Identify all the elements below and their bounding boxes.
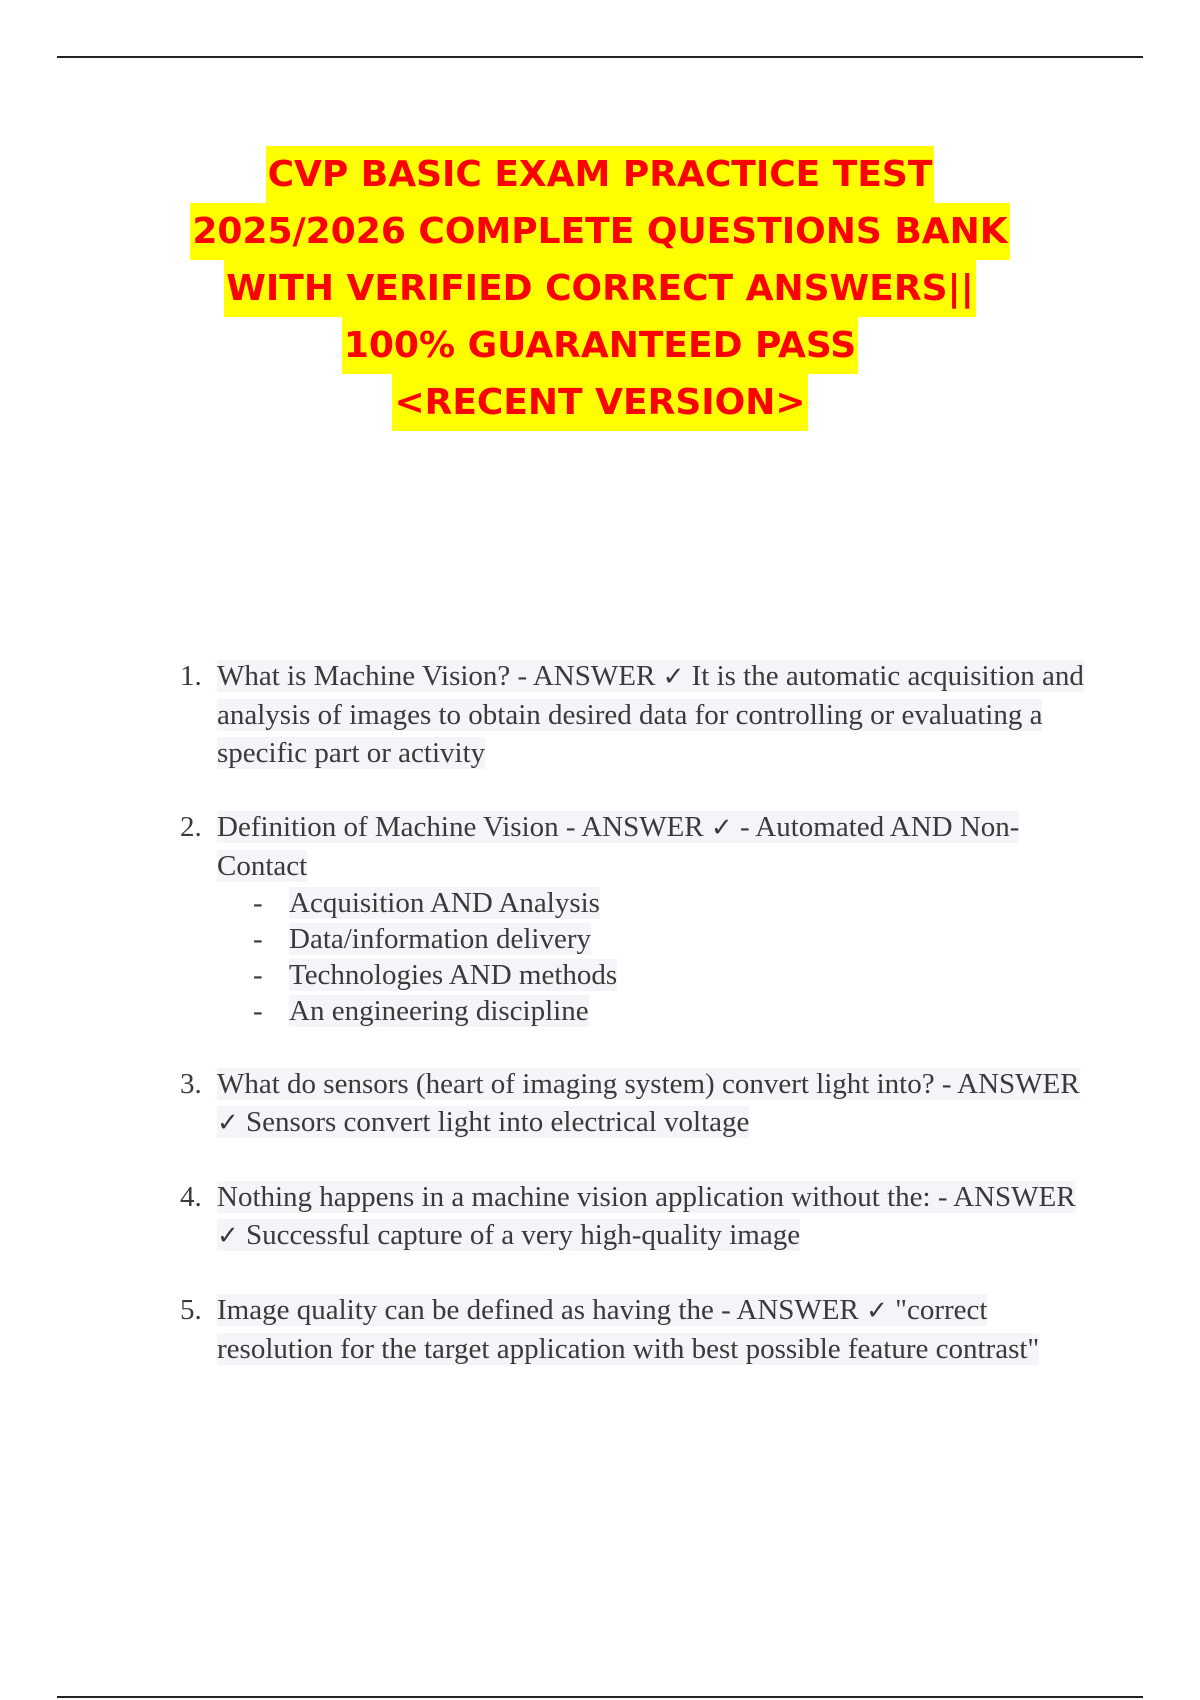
checkmark-icon: ✓ — [710, 813, 733, 843]
answer-sub-item — [253, 993, 1090, 1029]
dash-bullet: - — [253, 995, 263, 1027]
question-text — [217, 1068, 1080, 1138]
question-text — [217, 660, 1084, 769]
title-line — [0, 374, 1200, 431]
title-line-text: CVP BASIC EXAM PRACTICE TEST — [266, 146, 935, 203]
sub-item-text: Technologies AND methods — [289, 959, 618, 991]
answer-sub-list — [217, 885, 1090, 1029]
answer-sub-item — [253, 957, 1090, 993]
question-text — [217, 1181, 1076, 1251]
answer-text: Successful capture of a very high-quality image — [246, 1219, 801, 1251]
sub-item-text: Acquisition AND Analysis — [289, 887, 600, 919]
sub-item-text: Data/information delivery — [289, 923, 591, 955]
checkmark-icon: ✓ — [866, 1296, 888, 1326]
top-rule — [57, 56, 1143, 58]
title-line-text: 2025/2026 COMPLETE QUESTIONS BANK — [190, 203, 1009, 260]
title-line — [0, 203, 1200, 260]
title-line — [0, 260, 1200, 317]
answer-text: Sensors convert light into electrical voltage — [246, 1106, 750, 1138]
answer-text: "correct resolution for the target application with best possible feature contrast" — [217, 1294, 1040, 1365]
title-line-text: <RECENT VERSION> — [392, 374, 807, 431]
dash-bullet: - — [253, 887, 263, 919]
checkmark-icon: ✓ — [662, 662, 685, 692]
question-prompt: Nothing happens in a machine vision application without the: - ANSWER — [217, 1181, 1076, 1213]
title-line — [0, 317, 1200, 374]
question-number: 4. — [180, 1181, 202, 1213]
sub-item-text: An engineering discipline — [289, 995, 589, 1027]
question-text — [217, 811, 1019, 882]
question-item — [170, 808, 1090, 1029]
dash-bullet: - — [253, 923, 263, 955]
question-item — [170, 657, 1090, 772]
title-line — [0, 146, 1200, 203]
question-text — [217, 1294, 1039, 1365]
answer-sub-item — [253, 885, 1090, 921]
answer-text: - Automated AND Non-Contact — [217, 811, 1020, 882]
bottom-rule — [57, 1696, 1143, 1698]
answer-text: It is the automatic acquisition and analysis of images to obtain desired data for controlling or evaluating a specific part or activity — [217, 660, 1084, 769]
question-number: 1. — [180, 660, 202, 692]
question-prompt: What do sensors (heart of imaging system) convert light into? - ANSWER — [217, 1068, 1080, 1100]
question-prompt: Definition of Machine Vision - ANSWER — [217, 811, 704, 843]
question-prompt: What is Machine Vision? - ANSWER — [217, 660, 656, 692]
document-title — [0, 146, 1200, 431]
question-item — [170, 1178, 1090, 1255]
question-number: 2. — [180, 811, 202, 843]
question-prompt: Image quality can be defined as having the - ANSWER — [217, 1294, 859, 1326]
answer-sub-item — [253, 921, 1090, 957]
title-line-text: 100% GUARANTEED PASS — [342, 317, 858, 374]
checkmark-icon: ✓ — [217, 1221, 239, 1251]
question-list — [170, 657, 1090, 1404]
question-number: 5. — [180, 1294, 202, 1326]
question-number: 3. — [180, 1068, 202, 1100]
question-item — [170, 1291, 1090, 1368]
title-line-text: WITH VERIFIED CORRECT ANSWERS|| — [224, 260, 976, 317]
question-item — [170, 1065, 1090, 1142]
checkmark-icon: ✓ — [217, 1108, 239, 1138]
dash-bullet: - — [253, 959, 263, 991]
